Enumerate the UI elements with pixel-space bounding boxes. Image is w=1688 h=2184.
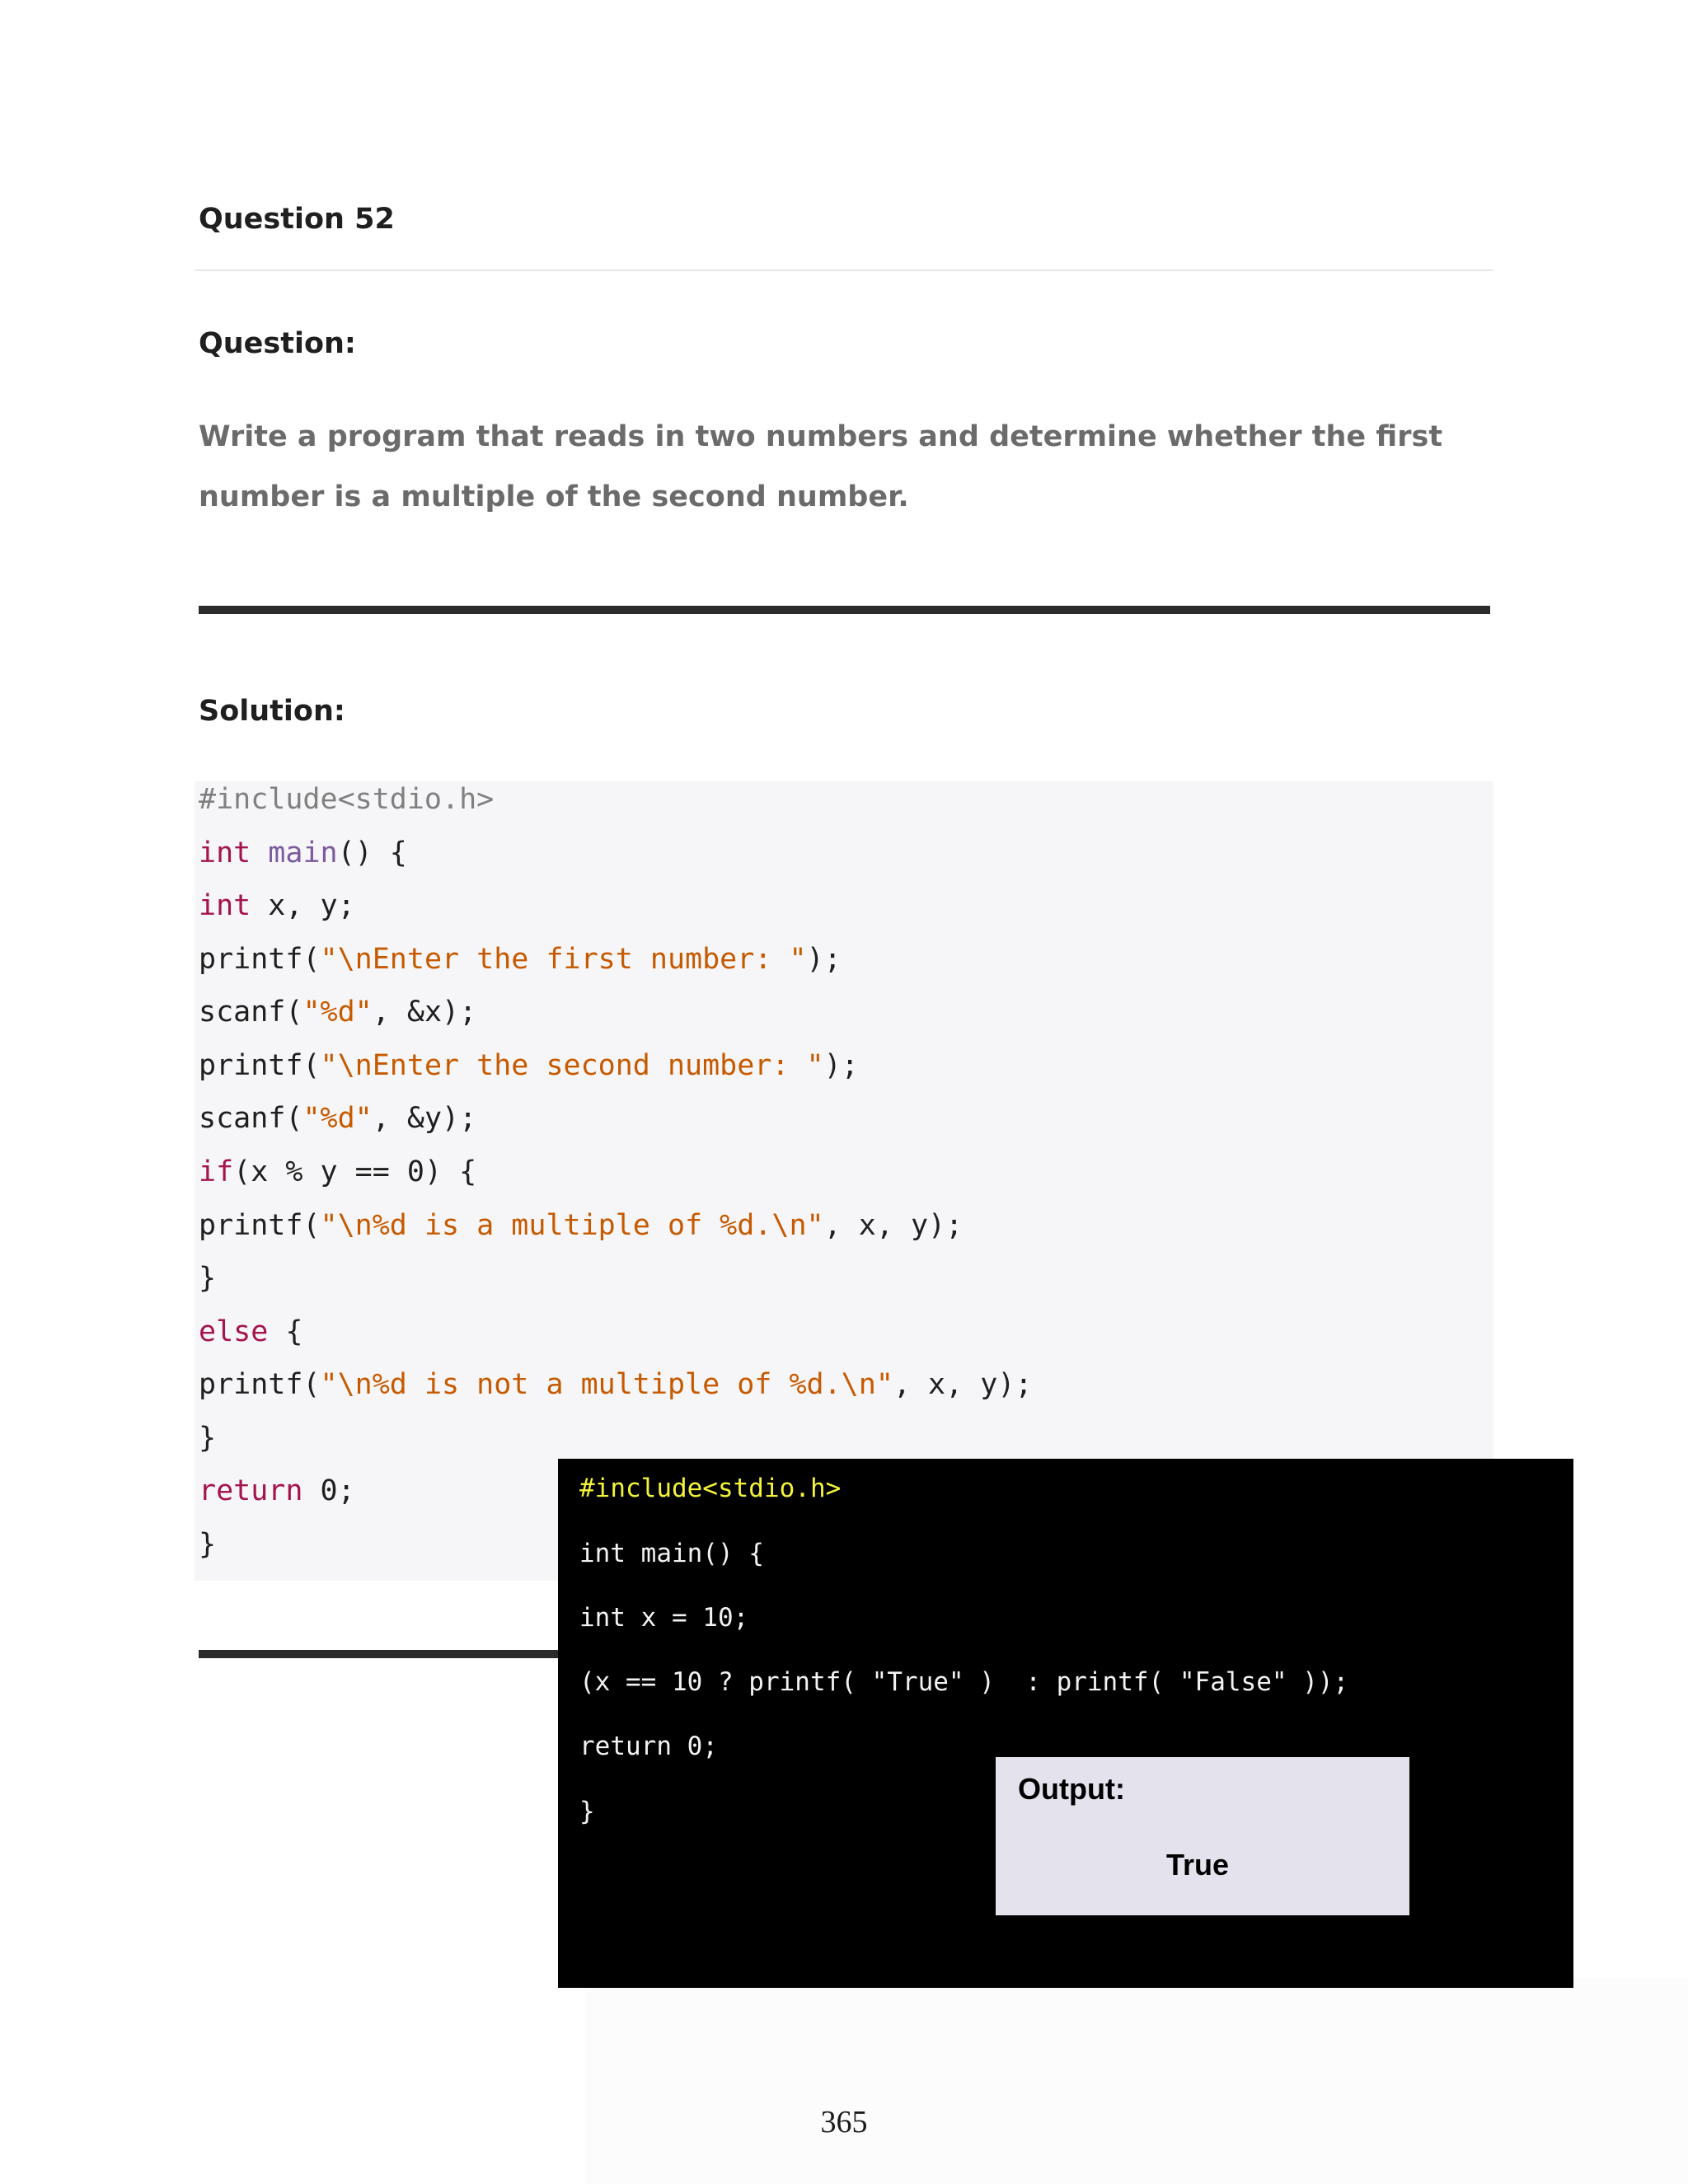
code-line-10 bbox=[199, 1254, 216, 1303]
code-string: "\n%d is not a multiple of %d.\n" bbox=[320, 1368, 893, 1401]
example-code-line-5: return 0; bbox=[579, 1732, 718, 1761]
code-text: } bbox=[199, 1262, 217, 1295]
code-text: ); bbox=[823, 1049, 859, 1082]
solution-label: Solution: bbox=[199, 695, 345, 728]
code-string: "%d" bbox=[302, 996, 373, 1029]
code-text: } bbox=[199, 1528, 217, 1561]
example-code-line-3: int x = 10; bbox=[579, 1603, 749, 1633]
code-keyword: int bbox=[199, 889, 251, 922]
question-number-heading: Question 52 bbox=[199, 203, 395, 236]
code-preprocessor: #include<stdio.h> bbox=[199, 783, 495, 816]
code-line-8 bbox=[199, 1147, 476, 1197]
code-line-11 bbox=[199, 1307, 302, 1357]
code-line-4 bbox=[199, 935, 842, 984]
code-text: printf( bbox=[199, 1049, 321, 1082]
code-text: , &x); bbox=[372, 996, 477, 1029]
code-text: , x, y); bbox=[823, 1209, 964, 1242]
question-label: Question: bbox=[199, 327, 356, 360]
code-string: "\nEnter the second number: " bbox=[320, 1049, 824, 1082]
code-string: "\n%d is a multiple of %d.\n" bbox=[320, 1209, 824, 1242]
code-text: , &y); bbox=[372, 1102, 477, 1135]
section-divider-thick-bottom bbox=[199, 1650, 561, 1658]
code-text: scanf( bbox=[199, 996, 303, 1029]
code-text: 0; bbox=[302, 1474, 355, 1507]
code-text: (x % y == 0) { bbox=[233, 1155, 477, 1188]
code-text: } bbox=[199, 1422, 217, 1455]
example-code-line-6: } bbox=[579, 1797, 595, 1826]
output-label: Output: bbox=[1018, 1772, 1125, 1806]
section-divider-thin bbox=[195, 269, 1493, 271]
code-line-2 bbox=[199, 828, 407, 878]
code-line-14 bbox=[199, 1466, 355, 1516]
code-line-1 bbox=[199, 775, 494, 824]
code-line-15 bbox=[199, 1520, 216, 1569]
code-text: scanf( bbox=[199, 1102, 303, 1135]
code-keyword: if bbox=[199, 1155, 234, 1188]
code-text: printf( bbox=[199, 1209, 321, 1242]
code-line-12 bbox=[199, 1360, 1032, 1409]
code-text: printf( bbox=[199, 943, 321, 976]
page-background-shade bbox=[585, 1978, 1688, 2184]
code-keyword: return bbox=[199, 1474, 303, 1507]
code-line-7 bbox=[199, 1094, 476, 1143]
code-string: "\nEnter the first number: " bbox=[320, 943, 807, 976]
example-code-line-2: int main() { bbox=[579, 1539, 764, 1568]
code-text: x, y; bbox=[251, 889, 355, 922]
code-line-13 bbox=[199, 1413, 216, 1463]
code-line-6 bbox=[199, 1041, 859, 1090]
code-text: { bbox=[268, 1315, 303, 1348]
code-text: printf( bbox=[199, 1368, 321, 1401]
code-line-3 bbox=[199, 881, 355, 930]
code-line-9 bbox=[199, 1201, 963, 1250]
code-text: ); bbox=[806, 943, 842, 976]
code-function-name: main bbox=[268, 837, 338, 869]
code-keyword: int bbox=[199, 837, 251, 869]
page-number: 365 bbox=[820, 2105, 868, 2139]
code-line-5 bbox=[199, 987, 476, 1037]
code-string: "%d" bbox=[302, 1102, 373, 1135]
section-divider-thick bbox=[199, 606, 1490, 614]
code-keyword: else bbox=[199, 1315, 269, 1348]
output-value: True bbox=[1166, 1848, 1230, 1882]
example-code-line-4: (x == 10 ? printf( "True" ) : printf( "False" )); bbox=[579, 1667, 1349, 1697]
question-text: Write a program that reads in two numbers and determine whether the first number is a multiple of the second number. bbox=[199, 420, 1443, 513]
code-text: , x, y); bbox=[893, 1368, 1033, 1401]
example-code-line-1: #include<stdio.h> bbox=[579, 1474, 842, 1503]
code-text: () { bbox=[337, 837, 407, 869]
